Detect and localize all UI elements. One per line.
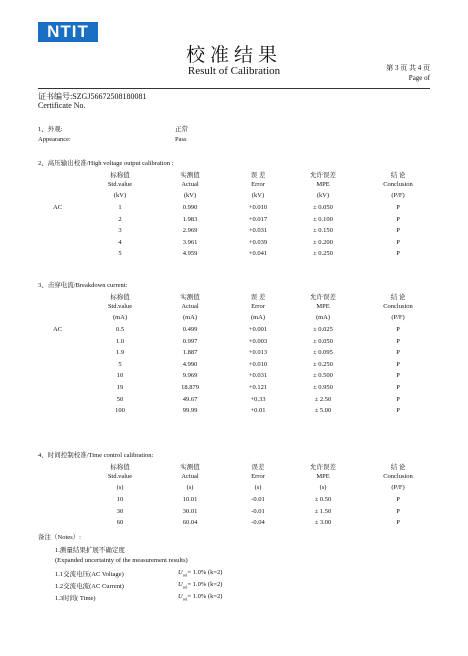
- hv-cell: 5: [118, 250, 122, 258]
- bd-cell: 1.887: [182, 349, 198, 357]
- bd-unit: (mA): [182, 314, 198, 321]
- hv-unit: (kV): [316, 192, 330, 199]
- tc-cell: 10: [116, 496, 124, 503]
- bd-cell: 0.5: [115, 326, 125, 333]
- hv-cell: 4.959: [182, 250, 198, 258]
- bd-cell: ± 5.00: [314, 407, 332, 415]
- hv-header-en: Actual: [181, 181, 199, 188]
- hv-cell: 0.990: [182, 204, 198, 211]
- tc-cell: ± 3.00: [314, 519, 332, 527]
- bd-cell: 19: [116, 384, 124, 391]
- bd-cell: +0.031: [248, 372, 268, 380]
- notes-item-label: 1.1交流电压(AC Voltage): [55, 571, 124, 578]
- bd-cell: P: [396, 337, 400, 345]
- bd-cell: +0.010: [248, 360, 268, 368]
- bd-cell: P: [396, 372, 400, 380]
- notes-title: 备注（Notes）:: [38, 534, 81, 541]
- tc-header-en: Conclusion: [383, 473, 413, 480]
- bd-header-en: Conclusion: [383, 303, 413, 310]
- bd-cell: ± 0.950: [313, 384, 333, 391]
- bd-unit: (P/F): [391, 314, 405, 321]
- bd-cell: P: [396, 407, 400, 415]
- hv-unit: (kV): [183, 192, 197, 199]
- bd-cell: ± 0.095: [313, 349, 333, 357]
- bd-cell: ± 0.500: [313, 372, 333, 380]
- hv-cell: 1: [118, 204, 122, 211]
- bd-cell: 50: [116, 395, 124, 403]
- hv-cell: +0.039: [248, 238, 268, 246]
- hv-unit: (kV): [113, 192, 127, 199]
- certificate-number: 证书编号:SZGJ56672508180081: [38, 92, 147, 101]
- appearance-value-cn: 正常: [175, 126, 188, 133]
- hv-cell: 3.961: [182, 238, 198, 246]
- bd-cell: 0.997: [182, 337, 198, 345]
- hv-cell: ± 0.100: [313, 215, 333, 223]
- hv-cell: ± 0.150: [313, 227, 333, 235]
- hv-cell: 2: [118, 215, 122, 223]
- notes-line2: (Expanded uncertainty of the measurement results): [55, 557, 188, 564]
- hv-cell: ± 0.250: [313, 250, 333, 258]
- ntit-logo: NTIT: [38, 22, 98, 42]
- title-chinese: 校准结果: [185, 45, 282, 66]
- hv-cell: +0.031: [248, 227, 268, 235]
- bd-cell: ± 0.250: [313, 360, 333, 368]
- bd-header-en: MPE: [316, 303, 330, 310]
- tc-unit: (s): [186, 484, 194, 491]
- bd-title: 3、击穿电流/Breakdown current:: [38, 282, 128, 289]
- header-rule: [38, 88, 430, 89]
- tc-cell: 60.04: [182, 519, 198, 527]
- appearance-value-en: Pass: [175, 136, 187, 143]
- hv-header-en: Std.value: [107, 181, 133, 188]
- hv-title: 2、高压输出校准/High voltage output calibration :: [38, 160, 174, 167]
- hv-header-cn: 结 论: [390, 172, 406, 179]
- bd-header-en: Std.value: [107, 303, 133, 310]
- notes-item-value: $U_{rel}= 1.0\%$ (k=2): [178, 593, 223, 602]
- bd-header-cn: 误 差: [250, 294, 266, 301]
- notes-item-label: 1.3时间( Time): [55, 595, 96, 602]
- hv-header-en: MPE: [316, 181, 330, 188]
- tc-unit: (s): [254, 484, 262, 491]
- bd-cell: 4.990: [182, 360, 198, 368]
- tc-unit: (s): [319, 484, 327, 491]
- bd-cell: +0.01: [250, 407, 266, 415]
- bd-cell: 10: [116, 372, 124, 380]
- tc-cell: 30: [116, 507, 124, 515]
- bd-header-cn: 结 论: [390, 294, 406, 301]
- tc-unit: (s): [116, 484, 124, 491]
- tc-header-cn: 结 论: [390, 464, 406, 471]
- tc-cell: P: [396, 519, 400, 527]
- hv-cell: P: [396, 204, 400, 211]
- bd-unit: (mA): [250, 314, 266, 321]
- hv-unit: (P/F): [391, 192, 405, 199]
- tc-header-cn: 实测值: [180, 464, 200, 471]
- tc-title: 4、时间控制校准/Time control calibration:: [38, 452, 154, 459]
- tc-cell: 30.01: [182, 507, 198, 515]
- hv-mode: AC: [53, 204, 63, 211]
- hv-cell: +0.041: [248, 250, 268, 258]
- notes-item-label: 1.2交流电流(AC Current): [55, 583, 124, 590]
- bd-unit: (mA): [315, 314, 331, 321]
- hv-header-cn: 误 差: [250, 172, 266, 179]
- hv-header-cn: 标称值: [110, 172, 130, 179]
- bd-cell: P: [396, 360, 400, 368]
- bd-cell: 99.99: [182, 407, 198, 415]
- tc-cell: -0.04: [251, 519, 265, 527]
- tc-cell: -0.01: [251, 496, 265, 503]
- bd-cell: 0.499: [182, 326, 198, 333]
- hv-header-cn: 允许误差: [310, 172, 336, 179]
- bd-header-cn: 标称值: [110, 294, 130, 301]
- bd-cell: +0.121: [248, 384, 268, 391]
- hv-cell: P: [396, 227, 400, 235]
- bd-header-cn: 实测值: [180, 294, 200, 301]
- hv-cell: P: [396, 215, 400, 223]
- page-number-en: Page of: [408, 74, 430, 82]
- tc-cell: -0.01: [251, 507, 265, 515]
- bd-cell: ± 0.025: [313, 326, 333, 333]
- bd-cell: P: [396, 349, 400, 357]
- tc-cell: 10.01: [182, 496, 198, 503]
- bd-unit: (mA): [112, 314, 128, 321]
- bd-header-en: Error: [251, 303, 265, 310]
- hv-cell: P: [396, 250, 400, 258]
- bd-cell: 1.9: [115, 349, 125, 357]
- bd-cell: ± 0.050: [313, 337, 333, 345]
- tc-header-en: MPE: [316, 473, 330, 480]
- hv-header-cn: 实测值: [180, 172, 200, 179]
- bd-cell: ± 2.50: [314, 395, 332, 403]
- tc-header-en: Actual: [181, 473, 199, 480]
- bd-cell: 49.67: [182, 395, 198, 403]
- bd-cell: 5: [118, 360, 122, 368]
- bd-cell: +0.001: [248, 326, 268, 333]
- tc-unit: (P/F): [391, 484, 405, 491]
- bd-cell: P: [396, 384, 400, 391]
- bd-cell: P: [396, 395, 400, 403]
- tc-header-en: Error: [251, 473, 265, 480]
- appearance-label-cn: 1、外观:: [38, 126, 63, 133]
- hv-cell: 1.983: [182, 215, 198, 223]
- hv-header-en: Conclusion: [383, 181, 413, 188]
- bd-cell: 100: [115, 407, 125, 415]
- hv-cell: +0.017: [248, 215, 268, 223]
- hv-header-en: Error: [251, 181, 265, 188]
- bd-cell: 1.0: [115, 337, 125, 345]
- bd-header-cn: 允许误差: [310, 294, 336, 301]
- tc-cell: ± 1.50: [314, 507, 332, 515]
- bd-cell: P: [396, 326, 400, 333]
- bd-cell: +0.013: [248, 349, 268, 357]
- hv-cell: 4: [118, 238, 122, 246]
- bd-cell: +0.33: [250, 395, 266, 403]
- notes-line1: 1.测量结果扩展不确定度: [55, 547, 125, 554]
- appearance-label-en: Appearance:: [38, 136, 71, 143]
- tc-cell: ± 0.50: [314, 496, 332, 503]
- hv-cell: 3: [118, 227, 122, 235]
- tc-cell: 60: [116, 519, 124, 527]
- bd-cell: 9.969: [182, 372, 198, 380]
- hv-cell: 2.969: [182, 227, 198, 235]
- hv-cell: ± 0.050: [313, 204, 333, 211]
- certificate-label-en: Certificate No.: [38, 101, 86, 110]
- tc-header-cn: 标称值: [110, 464, 130, 471]
- tc-header-cn: 允许误差: [310, 464, 336, 471]
- tc-cell: P: [396, 496, 400, 503]
- notes-item-value: $U_{rel}= 1.0\%$ (k=2): [178, 569, 223, 578]
- bd-header-en: Actual: [181, 303, 199, 310]
- hv-cell: P: [396, 238, 400, 246]
- hv-unit: (kV): [251, 192, 265, 199]
- notes-item-value: $U_{rel}= 1.0\%$ (k=2): [178, 581, 223, 590]
- bd-mode: AC: [53, 326, 63, 333]
- hv-cell: +0.010: [248, 204, 268, 211]
- tc-header-cn: 误差: [251, 464, 265, 471]
- hv-cell: ± 0.200: [313, 238, 333, 246]
- bd-cell: +0.003: [248, 337, 268, 345]
- title-english: Result of Calibration: [187, 65, 281, 77]
- tc-header-en: Std.value: [107, 473, 133, 480]
- tc-cell: P: [396, 507, 400, 515]
- page-number-cn: 第 3 页 共 4 页: [386, 64, 430, 72]
- bd-cell: 18.879: [181, 384, 199, 391]
